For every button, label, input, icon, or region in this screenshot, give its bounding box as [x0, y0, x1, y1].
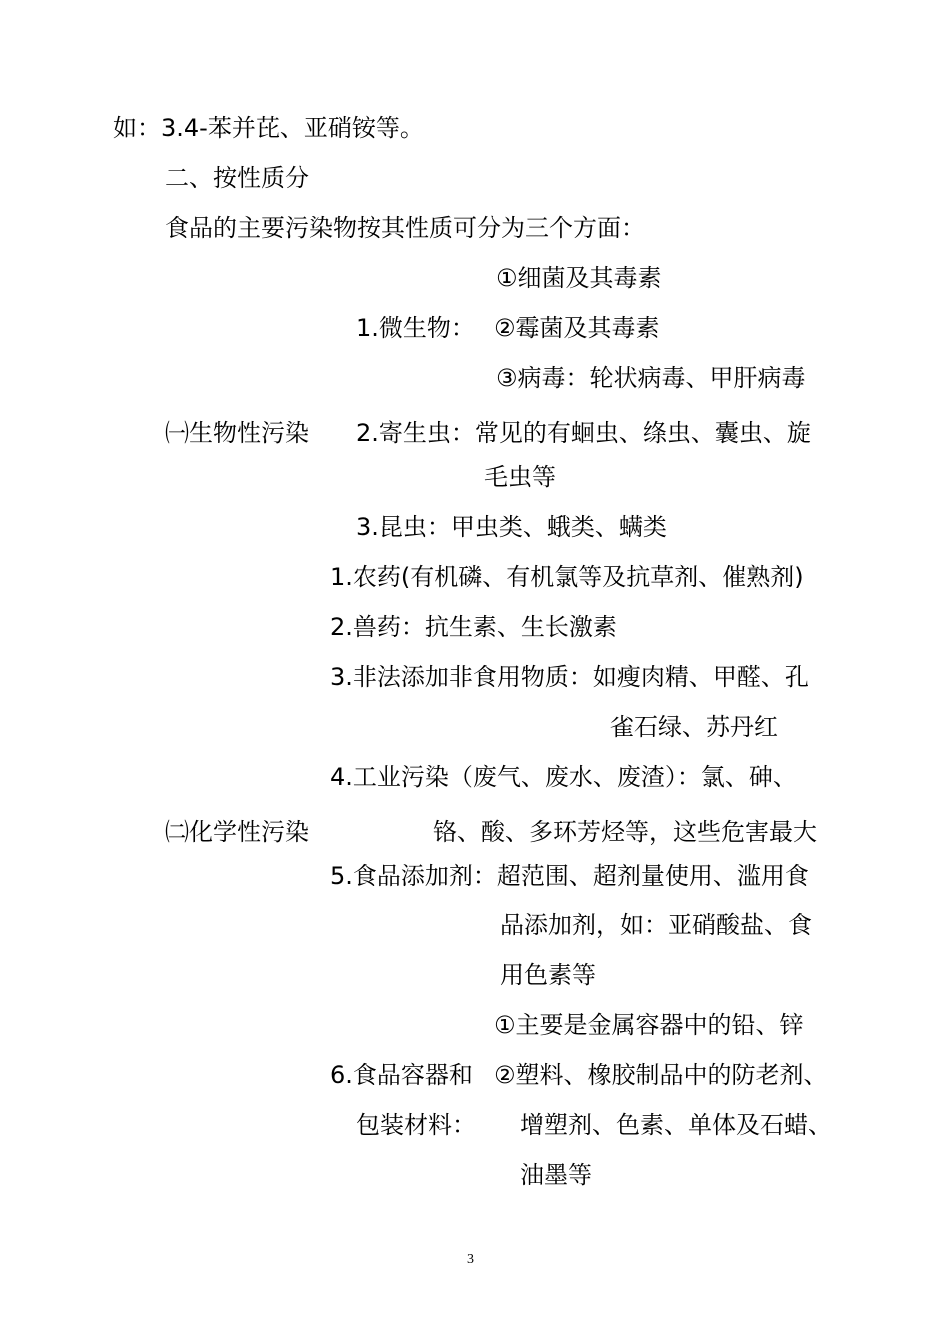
- text-line: 3.昆虫：甲虫类、蛾类、螨类: [356, 513, 667, 541]
- text-line: ②塑料、橡胶制品中的防老剂、: [494, 1061, 828, 1089]
- text-line: 如：3.4-苯并芘、亚硝铵等。: [113, 114, 424, 142]
- text-line: 1.微生物：: [356, 314, 475, 342]
- page-number: 3: [467, 1252, 474, 1267]
- text-line: 1.农药(有机磷、有机氯等及抗草剂、催熟剂): [330, 563, 804, 591]
- text-line: 油墨等: [520, 1161, 592, 1189]
- text-line: 4.工业污染（废气、废水、废渣）：氯、砷、: [330, 763, 797, 791]
- text-line: 5.食品添加剂：超范围、超剂量使用、滥用食: [330, 862, 809, 890]
- text-line: 3.非法添加非食用物质：如瘦肉精、甲醛、孔: [330, 663, 809, 691]
- text-line: ①细菌及其毒素: [496, 264, 662, 292]
- text-line: 用色素等: [500, 961, 596, 989]
- text-line: 铬、酸、多环芳烃等，这些危害最大: [433, 818, 817, 846]
- text-line: 2.寄生虫：常见的有蛔虫、绦虫、囊虫、旋: [356, 419, 811, 447]
- section-heading: 二、按性质分: [165, 164, 309, 192]
- category-label: ㈠生物性污染: [165, 419, 309, 447]
- text-line: 毛虫等: [484, 463, 556, 491]
- text-line: 2.兽药：抗生素、生长激素: [330, 613, 617, 641]
- category-label: ㈡化学性污染: [165, 818, 309, 846]
- text-line: 食品的主要污染物按其性质可分为三个方面：: [165, 214, 645, 242]
- text-line: 品添加剂，如：亚硝酸盐、食: [500, 911, 812, 939]
- text-line: 6.食品容器和: [330, 1061, 473, 1089]
- text-line: 包装材料：: [356, 1111, 476, 1139]
- text-line: ②霉菌及其毒素: [494, 314, 660, 342]
- text-line: 雀石绿、苏丹红: [610, 713, 778, 741]
- text-line: ③病毒：轮状病毒、甲肝病毒: [496, 364, 806, 392]
- text-line: 增塑剂、色素、单体及石蜡、: [520, 1111, 832, 1139]
- text-line: ①主要是金属容器中的铅、锌: [494, 1011, 804, 1039]
